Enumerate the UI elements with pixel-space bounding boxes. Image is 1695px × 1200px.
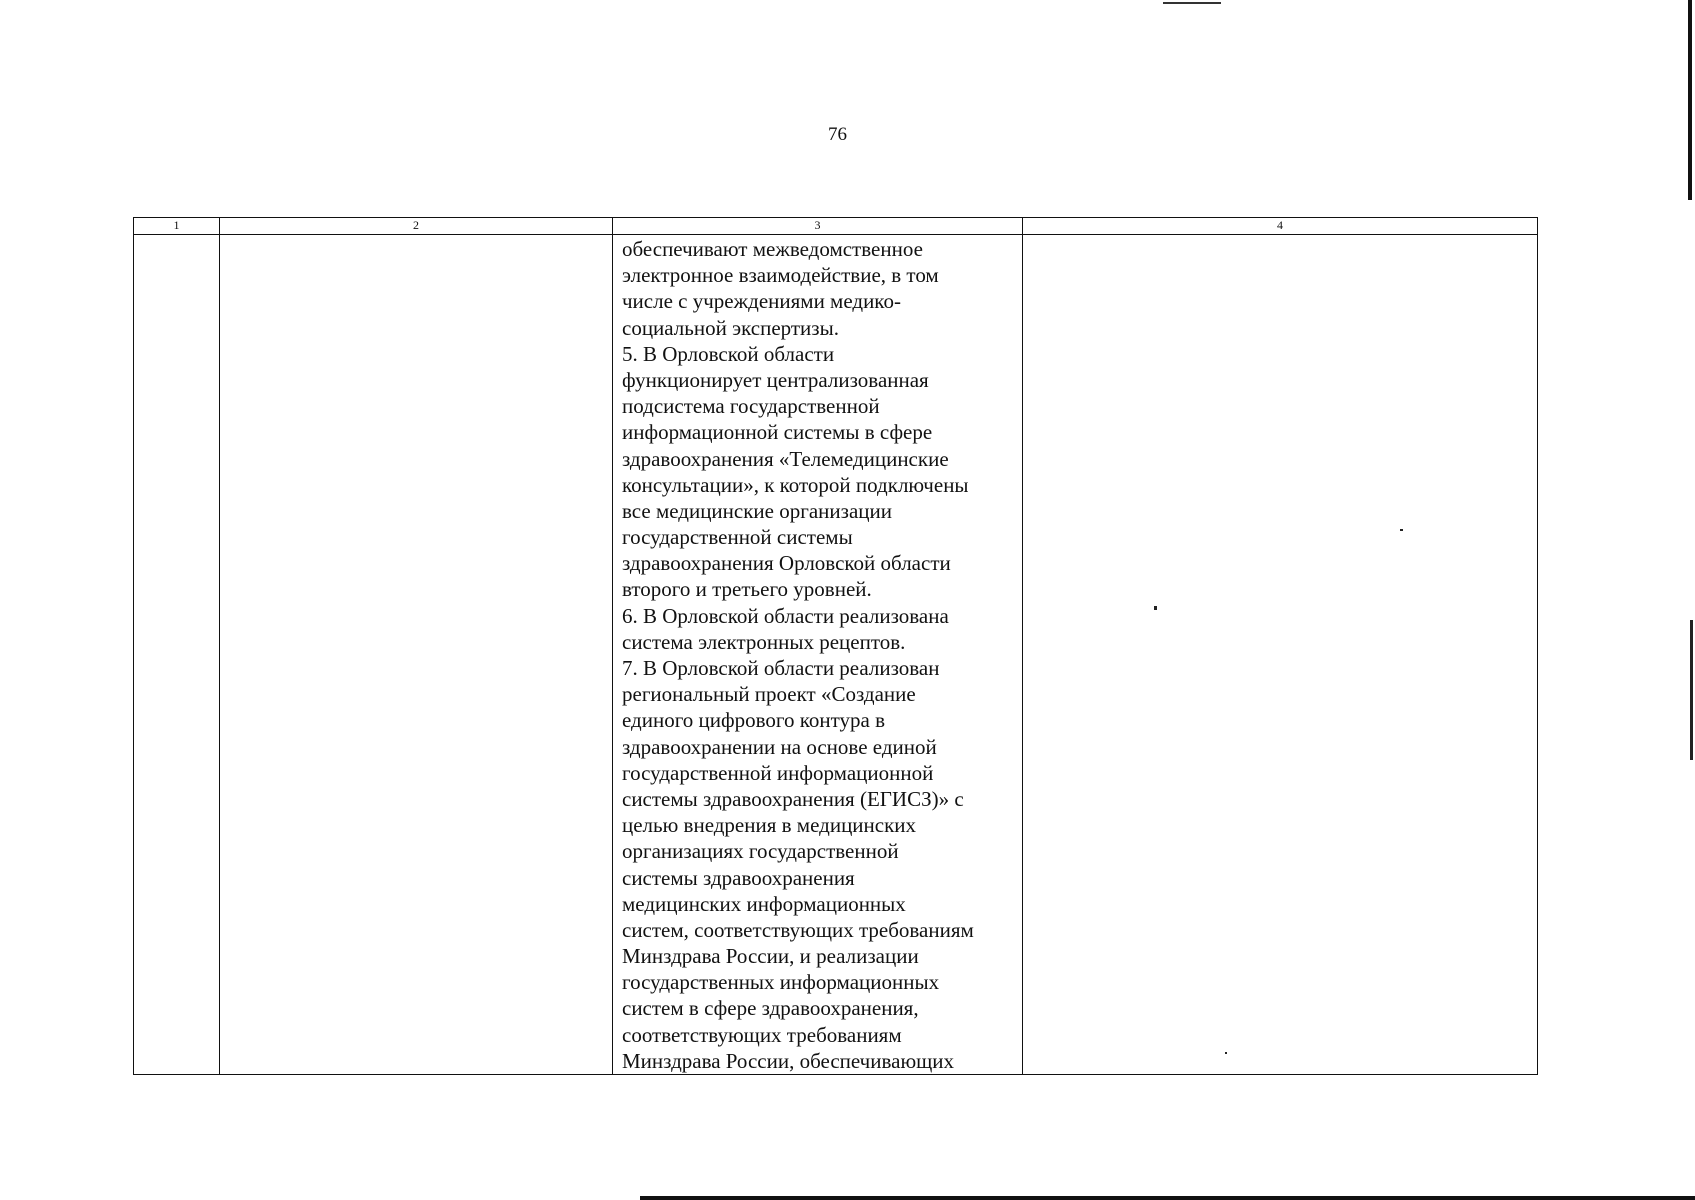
text-line: здравоохранении на основе единой [622, 734, 937, 759]
text-line: здравоохранения «Телемедицинские [622, 446, 949, 471]
column-number-4: 4 [1023, 218, 1538, 235]
text-line: информационной системы в сфере [622, 420, 933, 445]
scan-edge-mark [1690, 620, 1693, 760]
text-line: соответствующих требованиям [622, 1022, 902, 1047]
table-header-row [134, 218, 1538, 235]
scan-edge-mark [1688, 0, 1692, 200]
text-line: функционирует централизованная [622, 367, 929, 392]
column-number-1: 1 [134, 218, 220, 235]
text-line: систем в сфере здравоохранения, [622, 996, 919, 1021]
text-line: государственных информационных [622, 970, 940, 995]
cell-col1 [134, 235, 220, 1075]
text-line: все медицинские организации [622, 498, 892, 523]
text-line: подсистема государственной [622, 394, 880, 419]
cell-col4 [1023, 235, 1538, 1075]
scan-top-rule [1163, 2, 1221, 4]
text-line: организациях государственной [622, 839, 899, 864]
text-line: 7. В Орловской области реализован [622, 656, 940, 680]
text-line: консультации», к которой подключены [622, 472, 969, 497]
column-number-2: 2 [220, 218, 613, 235]
text-line: единого цифрового контура в [622, 708, 886, 733]
text-line: электронное взаимодействие, в том [622, 263, 939, 288]
table-row [134, 235, 1538, 1075]
cell-col3 [613, 235, 1023, 1075]
scan-bottom-edge [640, 1196, 1695, 1200]
document-table [133, 217, 1538, 1075]
text-line: государственной информационной [622, 760, 934, 785]
text-line: система электронных рецептов. [622, 629, 906, 654]
text-line: Минздрава России, и реализации [622, 944, 919, 969]
page-number: 76 [828, 124, 847, 145]
text-line: Минздрава России, обеспечивающих [622, 1048, 955, 1073]
cell-col3-text [613, 235, 1022, 1074]
text-line: медицинских информационных [622, 891, 906, 916]
scan-speck [1154, 606, 1157, 610]
document-table-container [133, 217, 1537, 1075]
text-line: обеспечивают межведомственное [622, 237, 923, 261]
text-line: систем, соответствующих требованиям [622, 917, 974, 942]
text-line: региональный проект «Создание [622, 682, 916, 707]
text-line: системы здравоохранения (ЕГИСЗ)» с [622, 786, 964, 811]
text-line: числе с учреждениями медико- [622, 289, 901, 314]
text-line: 5. В Орловской области [622, 341, 835, 366]
text-line: здравоохранения Орловской области [622, 551, 951, 576]
text-line: второго и третьего уровней. [622, 577, 872, 602]
text-line: целью внедрения в медицинских [622, 813, 917, 838]
scan-speck [1225, 1052, 1227, 1054]
text-line: государственной системы [622, 525, 853, 550]
column-number-3: 3 [613, 218, 1023, 235]
scan-speck [1400, 529, 1403, 531]
cell-col2 [220, 235, 613, 1075]
text-line: 6. В Орловской области реализована [622, 603, 949, 628]
text-line: системы здравоохранения [622, 865, 855, 890]
text-line: социальной экспертизы. [622, 315, 839, 340]
